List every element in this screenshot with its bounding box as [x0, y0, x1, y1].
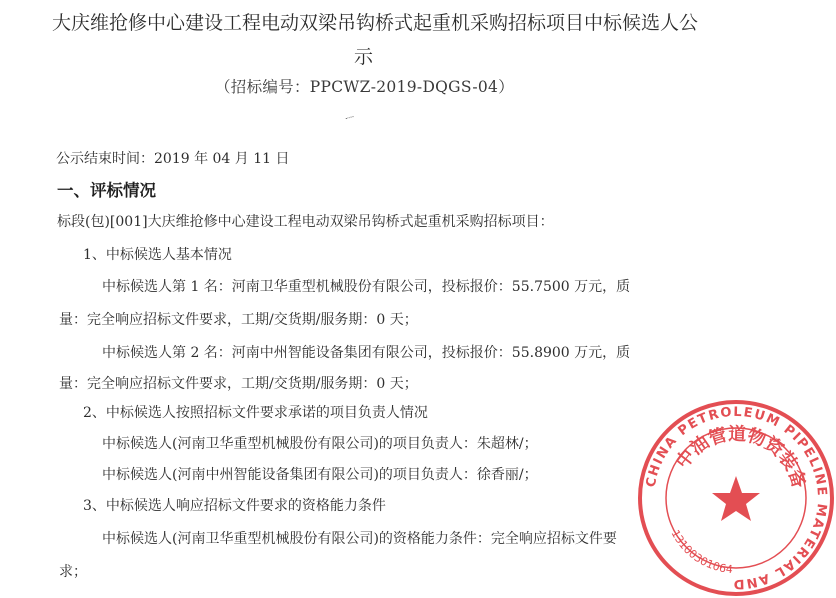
seal-inner-text: 中油管道物资装备 — [671, 423, 810, 491]
seal-star-icon — [712, 476, 760, 521]
section-1-heading: 一、评标情况 — [57, 181, 156, 200]
seal-number: 13100301064 — [668, 527, 734, 577]
document-title-line-2: 示 — [354, 46, 374, 68]
seal-outer-text: CHINA PETROLEUM PIPELINE MATERIAL AND — [643, 404, 830, 592]
company-seal — [636, 398, 836, 598]
qualification-line-1: 中标候选人(河南卫华重型机械股份有限公司)的资格能力条件：完全响应招标文件要 — [102, 531, 617, 547]
subsection-1-heading: 1、中标候选人基本情况 — [83, 247, 232, 263]
candidate-1-line-1: 中标候选人第 1 名：河南卫华重型机械股份有限公司，投标报价：55.7500 万元，质 — [102, 279, 631, 295]
publicity-end-time: 公示结束时间：2019 年 04 月 11 日 — [56, 151, 290, 167]
subsection-3-heading: 3、中标候选人响应招标文件要求的资格能力条件 — [83, 498, 386, 514]
project-manager-2: 中标候选人(河南中州智能设备集团有限公司)的项目负责人：徐香丽/； — [102, 467, 538, 483]
qualification-line-2: 求； — [59, 564, 87, 580]
candidate-2-line-1: 中标候选人第 2 名：河南中州智能设备集团有限公司，投标报价：55.8900 万元，质 — [102, 345, 631, 361]
project-manager-1: 中标候选人(河南卫华重型机械股份有限公司)的项目负责人：朱超林/； — [102, 436, 538, 452]
subsection-2-heading: 2、中标候选人按照招标文件要求承诺的项目负责人情况 — [83, 405, 428, 421]
document-title-line-1: 大庆维抢修中心建设工程电动双梁吊钩桥式起重机采购招标项目中标候选人公 — [52, 12, 699, 34]
candidate-2-line-2: 量：完全响应招标文件要求，工期/交货期/服务期：0 天； — [59, 376, 418, 392]
bid-number: （招标编号：PPCWZ-2019-DQGS-04） — [215, 78, 515, 96]
lot-line: 标段(包)[001]大庆维抢修中心建设工程电动双梁吊钩桥式起重机采购招标项目： — [57, 214, 554, 230]
scan-speck — [346, 116, 355, 122]
candidate-1-line-2: 量：完全响应招标文件要求，工期/交货期/服务期：0 天； — [59, 312, 418, 328]
